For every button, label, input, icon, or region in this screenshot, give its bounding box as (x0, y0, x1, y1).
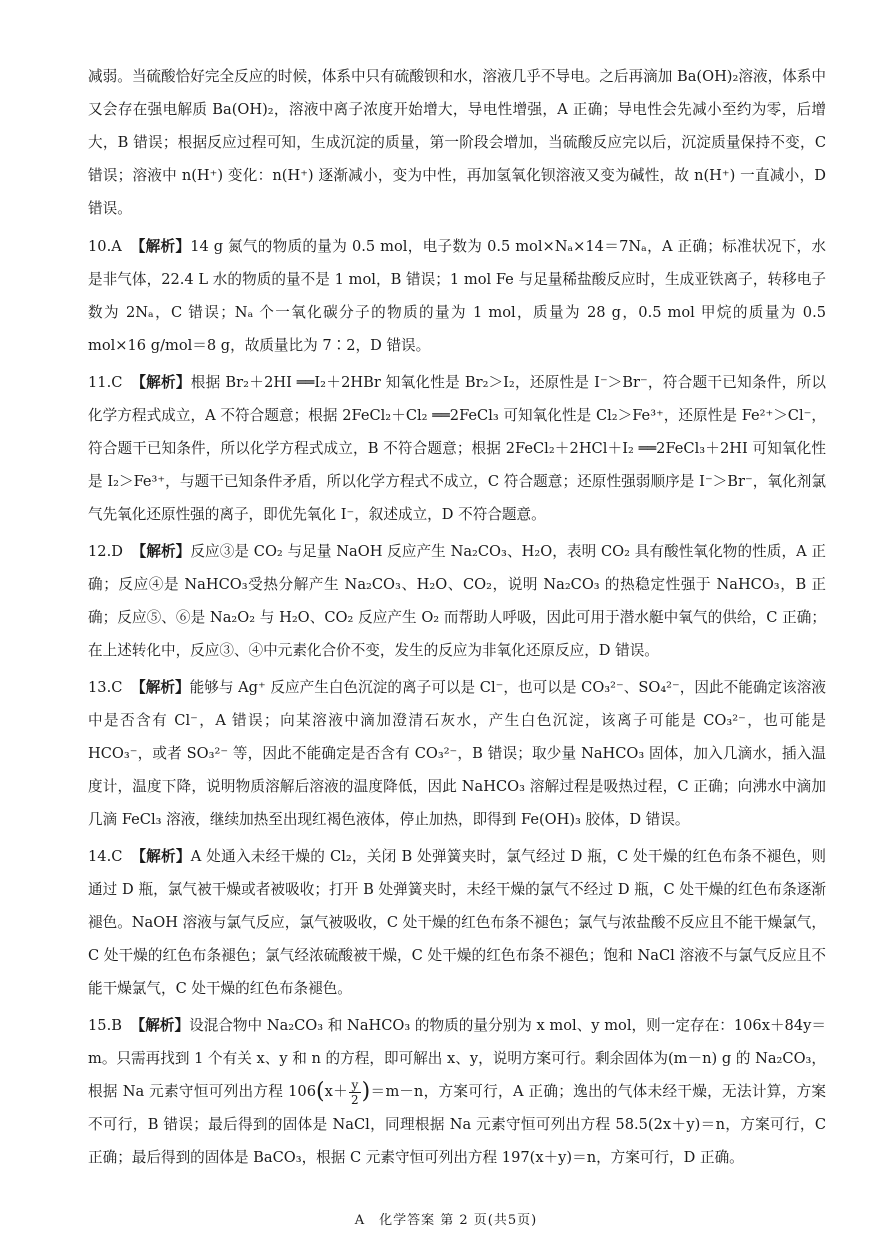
answer-text: 根据 Br₂＋2HI ══I₂＋2HBr 知氧化性是 Br₂＞I₂，还原性是 I⁻＞Br⁻，符合题干已知条件，所以化学方程式成立，A 不符合题意；根据 2FeCl₂＋Cl₂ ══2FeCl₃ 可知氧化性是 Cl₂＞Fe³⁺，还原性是 Fe²⁺＞Cl⁻，符合题干已知条件，所以化学方程式成立，B 不符合题意；根据 2FeCl₂＋2HCl＋I₂ ══2FeCl₃＋2HI 可知氧化性是 I₂＞Fe³⁺，与题干已知条件矛盾，所以化学方程式不成立，C 符合题意；还原性强弱顺序是 I⁻＞Br⁻，氧化剂氯气先氧化还原性强的离子，即优先氧化 I⁻，叙述成立，D 不符合题意。 (88, 374, 826, 523)
analysis-tag: 【解析】 (130, 1017, 190, 1034)
answer-item-13 (88, 671, 826, 836)
answer-text: 能够与 Ag⁺ 反应产生白色沉淀的离子可以是 Cl⁻，也可以是 CO₃²⁻、SO₄²⁻，因此不能确定该溶液中是否含有 Cl⁻，A 错误；向某溶液中滴加澄清石灰水，产生白色沉淀，该离子可能是 CO₃²⁻，也可能是 HCO₃⁻，或者 SO₃²⁻ 等，因此不能确定是否含有 CO₃²⁻，B 错误；取少量 NaHCO₃ 固体，加入几滴水，插入温度计，温度下降，说明物质溶解后溶液的温度降低，因此 NaHCO₃ 溶解过程是吸热过程，C 正确；向沸水中滴加几滴 FeCl₃ 溶液，继续加热至出现红褐色液体，停止加热，即得到 Fe(OH)₃ 胶体，D 错误。 (88, 679, 826, 828)
answer-number: 13.C (88, 679, 123, 696)
page-footer: A 化学答案 第 2 页(共5页) (354, 1213, 538, 1228)
analysis-tag: 【解析】 (131, 543, 191, 560)
fraction-numerator: y (349, 1078, 361, 1093)
right-paren: ) (361, 1079, 371, 1104)
answer-content (88, 60, 826, 1174)
fraction-denominator: 2 (351, 1092, 359, 1107)
analysis-tag: 【解析】 (131, 679, 190, 696)
answer-item-12 (88, 535, 826, 667)
answer-number: 11.C (88, 374, 123, 391)
left-paren: ( (315, 1079, 325, 1104)
answer-number: 15.B (88, 1017, 122, 1034)
answer-text-after-fraction: ＝m－n，方案可行，A 正确；逸出的气体未经干燥，无法计算，方案不可行，B 错误；最后得到的固体是 NaCl，同理根据 Na 元素守恒可列出方程 58.5(2x＋y)＝n，方案可行，C 正确；最后得到的固体是 BaCO₃，根据 C 元素守恒可列出方程 197(x＋y)＝n，方案可行，D 正确。 (88, 1083, 827, 1166)
intro-paragraph: 减弱。当硫酸恰好完全反应的时候，体系中只有硫酸钡和水，溶液几乎不导电。之后再滴加 Ba(OH)₂溶液，体系中又会存在强电解质 Ba(OH)₂，溶液中离子浓度开始增大，导电性增强，A 正确；导电性会先减小至约为零，后增大，B 错误；根据反应过程可知，生成沉淀的质量，第一阶段会增加，当硫酸反应完以后，沉淀质量保持不变，C 错误；溶液中 n(H⁺) 变化：n(H⁺) 逐渐减小，变为中性，再加氢氧化钡溶液又变为碱性，故 n(H⁺) 一直减小，D 错误。 (88, 68, 826, 217)
answer-text-before-fraction: 设混合物中 Na₂CO₃ 和 NaHCO₃ 的物质的量分别为 x mol、y mol，则一定存在：106x＋84y＝m。只需再找到 1 个有关 x、y 和 n 的方程，即可解出 x、y，说明方案可行。剩余固体为(m－n) g 的 Na₂CO₃，根据 Na 元素守恒可列出方程 106 (88, 1017, 826, 1100)
answer-item-14 (88, 840, 826, 1005)
answer-number: 12.D (88, 543, 123, 560)
answer-item-15 (88, 1009, 826, 1174)
answer-number: 14.C (88, 848, 123, 865)
answer-text: 反应③是 CO₂ 与足量 NaOH 反应产生 Na₂CO₃、H₂O，表明 CO₂ 具有酸性氧化物的性质，A 正确；反应④是 NaHCO₃受热分解产生 Na₂CO₃、H₂O、CO₂，说明 Na₂CO₃ 的热稳定性强于 NaHCO₃，B 正确；反应⑤、⑥是 Na₂O₂ 与 H₂O、CO₂ 反应产生 O₂ 而帮助人呼吸，因此可用于潜水艇中氧气的供给，C 正确；在上述转化中，反应③、④中元素化合价不变，发生的反应为非氧化还原反应，D 错误。 (88, 543, 827, 659)
fraction-prefix: x＋ (324, 1083, 349, 1100)
analysis-tag: 【解析】 (131, 848, 191, 865)
analysis-tag: 【解析】 (130, 238, 191, 255)
fraction (349, 1078, 361, 1107)
answer-item-10 (88, 230, 826, 362)
answer-number: 10.A (88, 238, 122, 255)
answer-text: A 处通入未经干燥的 Cl₂，关闭 B 处弹簧夹时，氯气经过 D 瓶，C 处干燥的红色布条不褪色，则通过 D 瓶，氯气被干燥或者被吸收；打开 B 处弹簧夹时，未经干燥的氯气不经过 D 瓶，C 处干燥的红色布条逐渐褪色。NaOH 溶液与氯气反应，氯气被吸收，C 处干燥的红色布条不褪色；氯气与浓盐酸不反应且不能干燥氯气，C 处干燥的红色布条褪色；氯气经浓硫酸被干燥，C 处干燥的红色布条不褪色；饱和 NaCl 溶液不与氯气反应且不能干燥氯气，C 处干燥的红色布条褪色。 (88, 848, 826, 997)
answer-text: 14 g 氮气的物质的量为 0.5 mol，电子数为 0.5 mol×Nₐ×14＝7Nₐ，A 正确；标准状况下，水是非气体，22.4 L 水的物质的量不是 1 mol，B 错误；1 mol Fe 与足量稀盐酸反应时，生成亚铁离子，转移电子数为 2Nₐ，C 错误；Nₐ 个一氧化碳分子的物质的量为 1 mol，质量为 28 g，0.5 mol 甲烷的质量为 0.5 mol×16 g/mol＝8 g，故质量比为 7∶2，D 错误。 (88, 238, 826, 354)
analysis-tag: 【解析】 (131, 374, 191, 391)
answer-item-11 (88, 366, 826, 531)
